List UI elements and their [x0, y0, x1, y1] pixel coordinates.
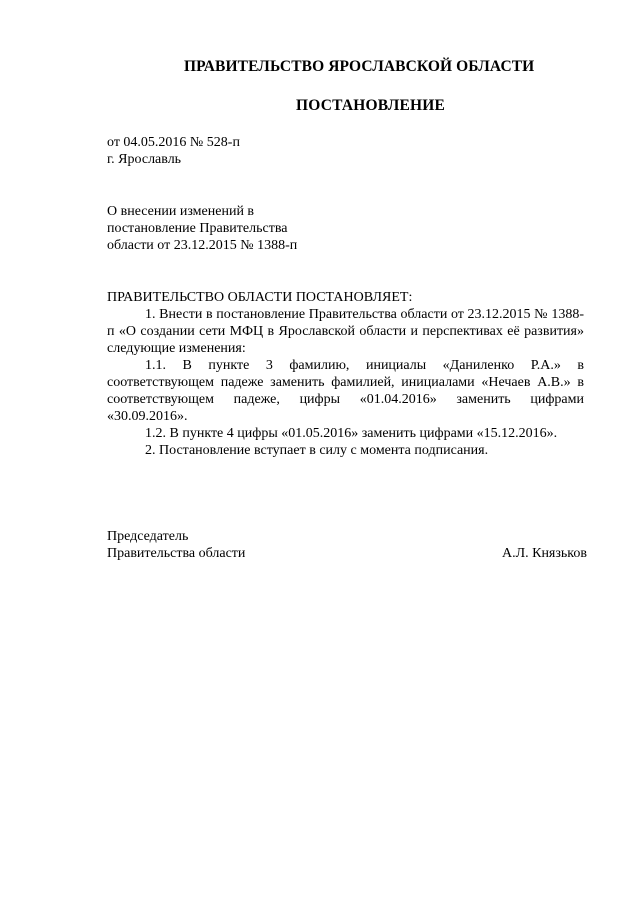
subject-line-1: О внесении изменений в	[107, 204, 255, 219]
subject-line-3: области от 23.12.2015 № 1388-п	[107, 238, 298, 253]
document-date-number: от 04.05.2016 № 528-п	[107, 135, 240, 150]
paragraph-1: 1. Внести в постановление Правительства области от 23.12.2015 № 1388-п «О создании сети МФЦ в Ярославской области и перспективах её развития» следующие изменения:	[107, 307, 584, 356]
paragraph-1-2: 1.2. В пункте 4 цифры «01.05.2016» заменить цифрами «15.12.2016».	[145, 426, 558, 441]
decree-heading: ПРАВИТЕЛЬСТВО ОБЛАСТИ ПОСТАНОВЛЯЕТ:	[107, 290, 413, 305]
document-city: г. Ярославль	[107, 152, 182, 167]
organization-title: ПРАВИТЕЛЬСТВО ЯРОСЛАВСКОЙ ОБЛАСТИ	[184, 58, 535, 75]
signatory-position-line-1: Председатель	[107, 529, 189, 544]
document-meta	[107, 134, 240, 168]
document-type-title: ПОСТАНОВЛЕНИЕ	[296, 97, 446, 114]
signatory-name: А.Л. Князьков	[502, 546, 587, 561]
signatory-row	[107, 545, 587, 562]
signatory-position-line-2: Правительства области	[107, 546, 246, 561]
subject-line-2: постановление Правительства	[107, 221, 288, 236]
document-subject	[107, 203, 297, 254]
paragraph-1-1: 1.1. В пункте 3 фамилию, инициалы «Даниленко Р.А.» в соответствующем падеже заменить фамилией, инициалами «Нечаев А.В.» в соответствующем падеже, цифры «01.04.2016» заменить цифрами «30.09.2016».	[107, 358, 584, 424]
document-body	[107, 289, 584, 459]
signature-block	[107, 528, 587, 562]
paragraph-2: 2. Постановление вступает в силу с момента подписания.	[145, 443, 489, 458]
